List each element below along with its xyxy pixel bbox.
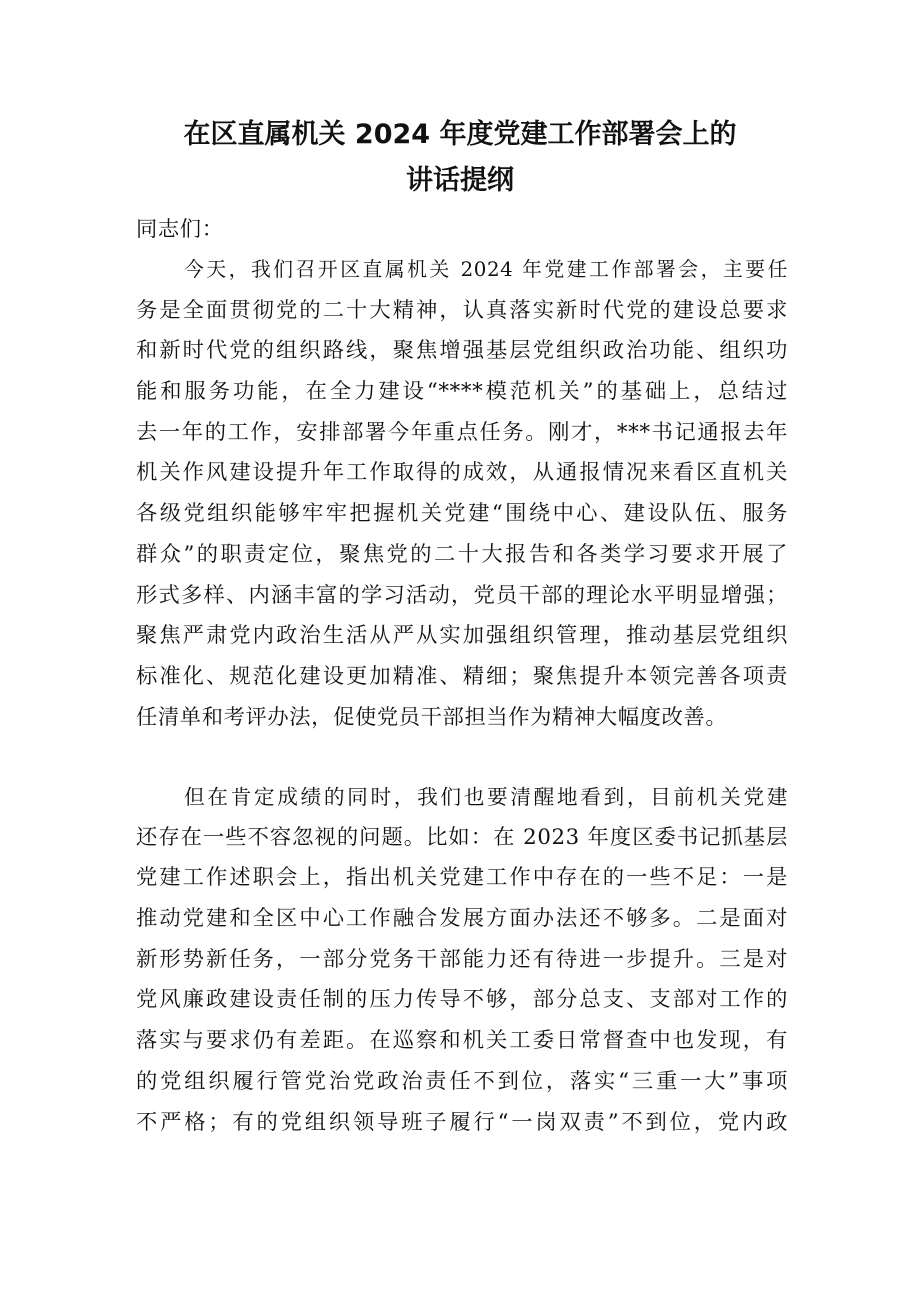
paragraph-line: 标准化、规范化建设更加精准、精细；聚焦提升本领完善各项责 [136,663,788,689]
paragraph-line: 不严格；有的党组织领导班子履行“一岗双责”不到位，党内政 [136,1109,788,1135]
paragraph-1 [136,250,788,738]
paragraph-line: 党建工作述职会上，指出机关党建工作中存在的一些不足：一是 [136,865,788,891]
paragraph-line: 但在肯定成绩的同时，我们也要清醒地看到，目前机关党建 [184,785,788,809]
paragraph-2 [136,777,788,1143]
paragraph-line: 任清单和考评办法，促使党员干部担当作为精神大幅度改善。 [136,704,728,730]
paragraph-line: 今天，我们召开区直属机关 2024 年党建工作部署会，主要任 [184,258,788,281]
paragraph-line: 落实与要求仍有差距。在巡察和机关工委日常督查中也发现，有 [136,1028,788,1054]
paragraph-line: 新形势新任务，一部分党务干部能力还有待进一步提升。三是对 [136,946,788,972]
paragraph-line: 党风廉政建设责任制的压力传导不够，部分总支、支部对工作的 [136,987,788,1013]
paragraph-line: 去一年的工作，安排部署今年重点任务。刚才，***书记通报去年 [136,419,788,445]
paragraph-line: 机关作风建设提升年工作取得的成效，从通报情况来看区直机关 [136,460,788,486]
document-title-line-1: 在区直属机关 2024 年度党建工作部署会上的 [183,119,737,150]
paragraph-line: 能和服务功能，在全力建设“****模范机关”的基础上，总结过 [136,379,788,405]
document-title-line-2: 讲话提纲 [406,165,514,196]
salutation: 同志们： [136,217,224,242]
paragraph-line: 务是全面贯彻党的二十大精神，认真落实新时代党的建设总要求 [136,297,788,323]
paragraph-line: 群众”的职责定位，聚焦党的二十大报告和各类学习要求开展了 [136,541,788,567]
paragraph-line: 推动党建和全区中心工作融合发展方面办法还不够多。二是面对 [136,906,788,932]
paragraph-line: 各级党组织能够牢牢把握机关党建“围绕中心、建设队伍、服务 [136,501,788,527]
paragraph-line: 和新时代党的组织路线，聚焦增强基层党组织政治功能、组织功 [136,338,788,364]
paragraph-line: 的党组织履行管党治党政治责任不到位，落实“三重一大”事项 [136,1068,788,1094]
paragraph-line: 形式多样、内涵丰富的学习活动，党员干部的理论水平明显增强； [136,582,788,608]
paragraph-line: 聚焦严肃党内政治生活从严从实加强组织管理，推动基层党组织 [136,623,788,649]
paragraph-line: 还存在一些不容忽视的问题。比如：在 2023 年度区委书记抓基层 [136,824,788,850]
